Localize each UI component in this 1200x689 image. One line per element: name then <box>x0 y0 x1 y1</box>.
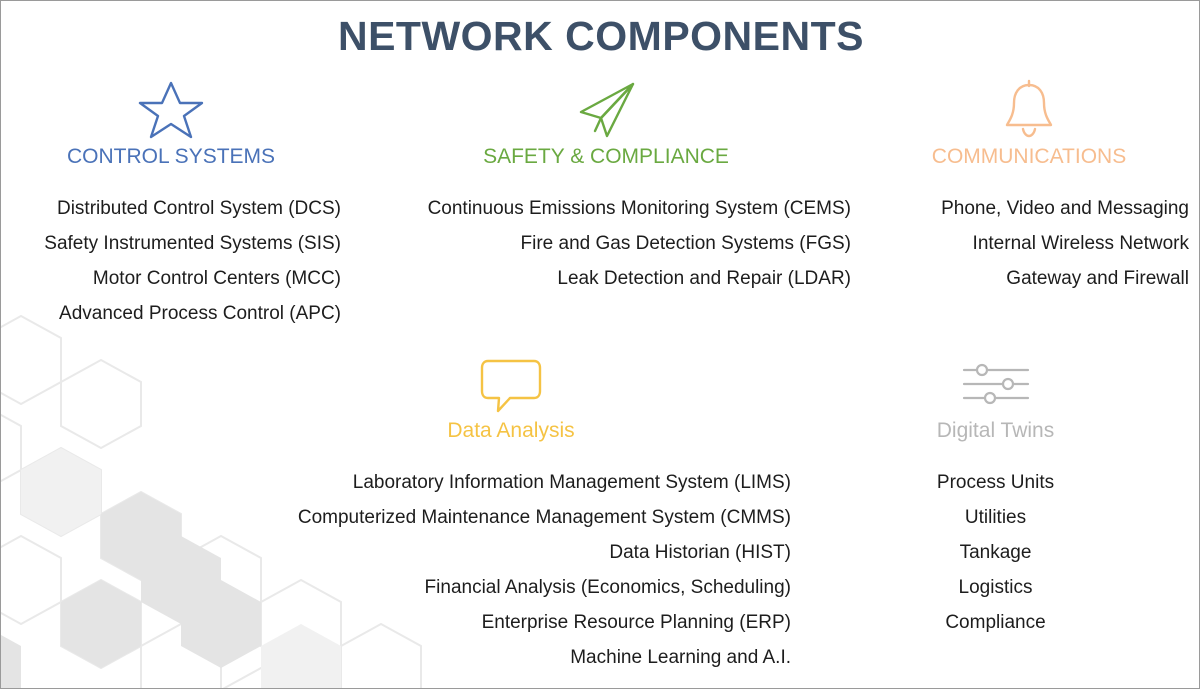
list-item: Tankage <box>959 542 1032 563</box>
list-item: Motor Control Centers (MCC) <box>92 268 341 289</box>
list-item: Laboratory Information Management System (LIMS) <box>352 472 791 493</box>
paper-plane-icon <box>361 79 851 141</box>
list-item: Internal Wireless Network <box>972 233 1189 254</box>
column-control-systems <box>1 79 341 331</box>
list-item: Enterprise Resource Planning (ERP) <box>481 612 791 633</box>
list-communications <box>869 191 1189 296</box>
list-item: Continuous Emissions Monitoring System (CEMS) <box>427 198 851 219</box>
column-data-analysis <box>231 353 791 675</box>
speech-bubble-icon <box>231 353 791 415</box>
list-item: Leak Detection and Repair (LDAR) <box>557 268 851 289</box>
list-item: Machine Learning and A.I. <box>570 647 791 668</box>
column-digital-twins <box>863 353 1128 640</box>
list-item: Advanced Process Control (APC) <box>59 303 341 324</box>
column-heading-data-analysis: Data Analysis <box>447 419 575 442</box>
list-item: Computerized Maintenance Management System (CMMS) <box>297 507 791 528</box>
page-title: NETWORK COMPONENTS <box>337 13 865 59</box>
list-digital-twins <box>863 465 1128 640</box>
list-control-systems <box>1 191 341 331</box>
list-item: Process Units <box>936 472 1055 493</box>
list-data-analysis <box>231 465 791 675</box>
column-heading-digital-twins: Digital Twins <box>936 419 1055 442</box>
list-safety-compliance <box>361 191 851 296</box>
list-item: Logistics <box>958 577 1033 598</box>
list-item: Gateway and Firewall <box>1006 268 1189 289</box>
column-heading-communications: COMMUNICATIONS <box>931 145 1127 168</box>
sliders-icon <box>863 353 1128 415</box>
column-heading-control-systems: CONTROL SYSTEMS <box>66 145 276 168</box>
column-communications <box>869 79 1189 296</box>
list-item: Fire and Gas Detection Systems (FGS) <box>520 233 851 254</box>
list-item: Phone, Video and Messaging <box>941 198 1189 219</box>
list-item: Compliance <box>945 612 1046 633</box>
bell-icon <box>869 79 1189 141</box>
list-item: Financial Analysis (Economics, Scheduling) <box>424 577 791 598</box>
list-item: Distributed Control System (DCS) <box>56 198 341 219</box>
list-item: Safety Instrumented Systems (SIS) <box>44 233 341 254</box>
list-item: Utilities <box>964 507 1027 528</box>
list-item: Data Historian (HIST) <box>609 542 791 563</box>
column-heading-safety-compliance: SAFETY & COMPLIANCE <box>483 145 729 168</box>
column-safety-compliance <box>361 79 851 296</box>
star-icon <box>1 79 341 141</box>
